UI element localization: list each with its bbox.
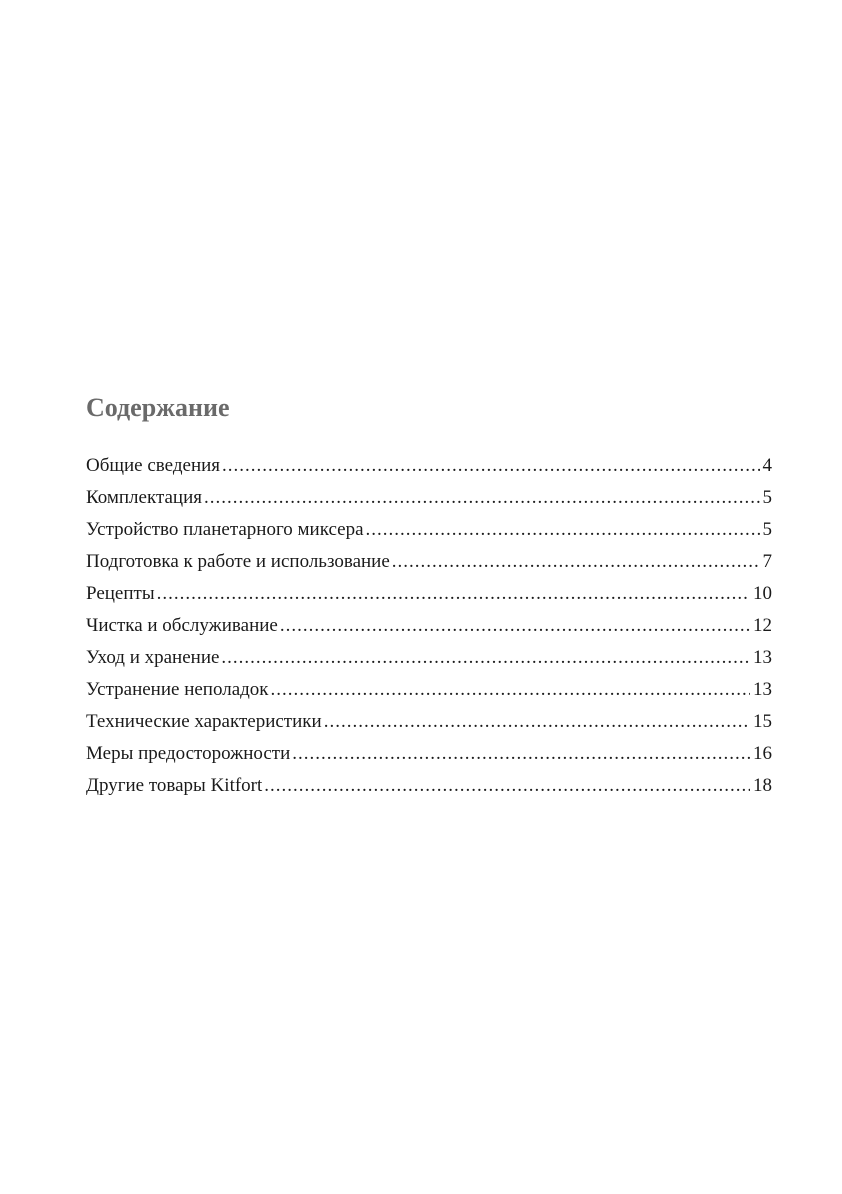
dot-leader <box>366 514 760 546</box>
toc-entry-page: 5 <box>762 519 772 540</box>
dot-leader <box>204 482 760 514</box>
toc-entry-package-contents[interactable] <box>86 482 772 514</box>
dot-leader <box>222 450 759 482</box>
toc-entry-label: Устранение неполадок <box>86 679 269 700</box>
toc-entry-label: Чистка и обслуживание <box>86 615 278 636</box>
toc-entry-label: Общие сведения <box>86 455 221 476</box>
toc-list <box>86 450 772 802</box>
dot-leader <box>392 546 760 578</box>
dot-leader <box>157 578 750 610</box>
toc-entry-other-products[interactable] <box>86 770 772 802</box>
toc-entry-page: 5 <box>762 487 772 508</box>
dot-leader <box>324 706 750 738</box>
toc-title: Содержание <box>86 393 230 422</box>
toc-entry-specifications[interactable] <box>86 706 772 738</box>
toc-entry-care-and-storage[interactable] <box>86 642 772 674</box>
table-of-contents <box>86 388 772 796</box>
dot-leader <box>292 738 750 770</box>
toc-entry-recipes[interactable] <box>86 578 772 610</box>
dot-leader <box>280 610 750 642</box>
toc-entry-page: 12 <box>753 615 772 636</box>
toc-entry-troubleshooting[interactable] <box>86 674 772 706</box>
toc-entry-page: 13 <box>753 679 772 700</box>
toc-entry-page: 16 <box>753 743 772 764</box>
toc-entry-label: Уход и хранение <box>86 647 220 668</box>
toc-entry-label: Комплектация <box>86 487 202 508</box>
toc-entry-page: 15 <box>753 711 772 732</box>
toc-entry-label: Рецепты <box>86 583 155 604</box>
dot-leader <box>271 674 750 706</box>
toc-entry-label: Другие товары Kitfort <box>86 775 263 796</box>
dot-leader <box>264 770 750 802</box>
toc-entry-label: Устройство планетарного миксера <box>86 519 364 540</box>
toc-entry-preparation-and-use[interactable] <box>86 546 772 578</box>
toc-entry-page: 13 <box>753 647 772 668</box>
toc-entry-page: 10 <box>753 583 772 604</box>
toc-entry-page: 18 <box>753 775 772 796</box>
toc-entry-mixer-design[interactable] <box>86 514 772 546</box>
toc-entry-general-info[interactable] <box>86 450 772 482</box>
toc-entry-label: Меры предосторожности <box>86 743 291 764</box>
toc-entry-label: Подготовка к работе и использование <box>86 551 390 572</box>
toc-entry-page: 4 <box>762 455 772 476</box>
dot-leader <box>221 642 750 674</box>
toc-entry-cleaning-and-maintenance[interactable] <box>86 610 772 642</box>
toc-entry-label: Технические характеристики <box>86 711 322 732</box>
toc-entry-page: 7 <box>762 551 772 572</box>
toc-entry-precautions[interactable] <box>86 738 772 770</box>
